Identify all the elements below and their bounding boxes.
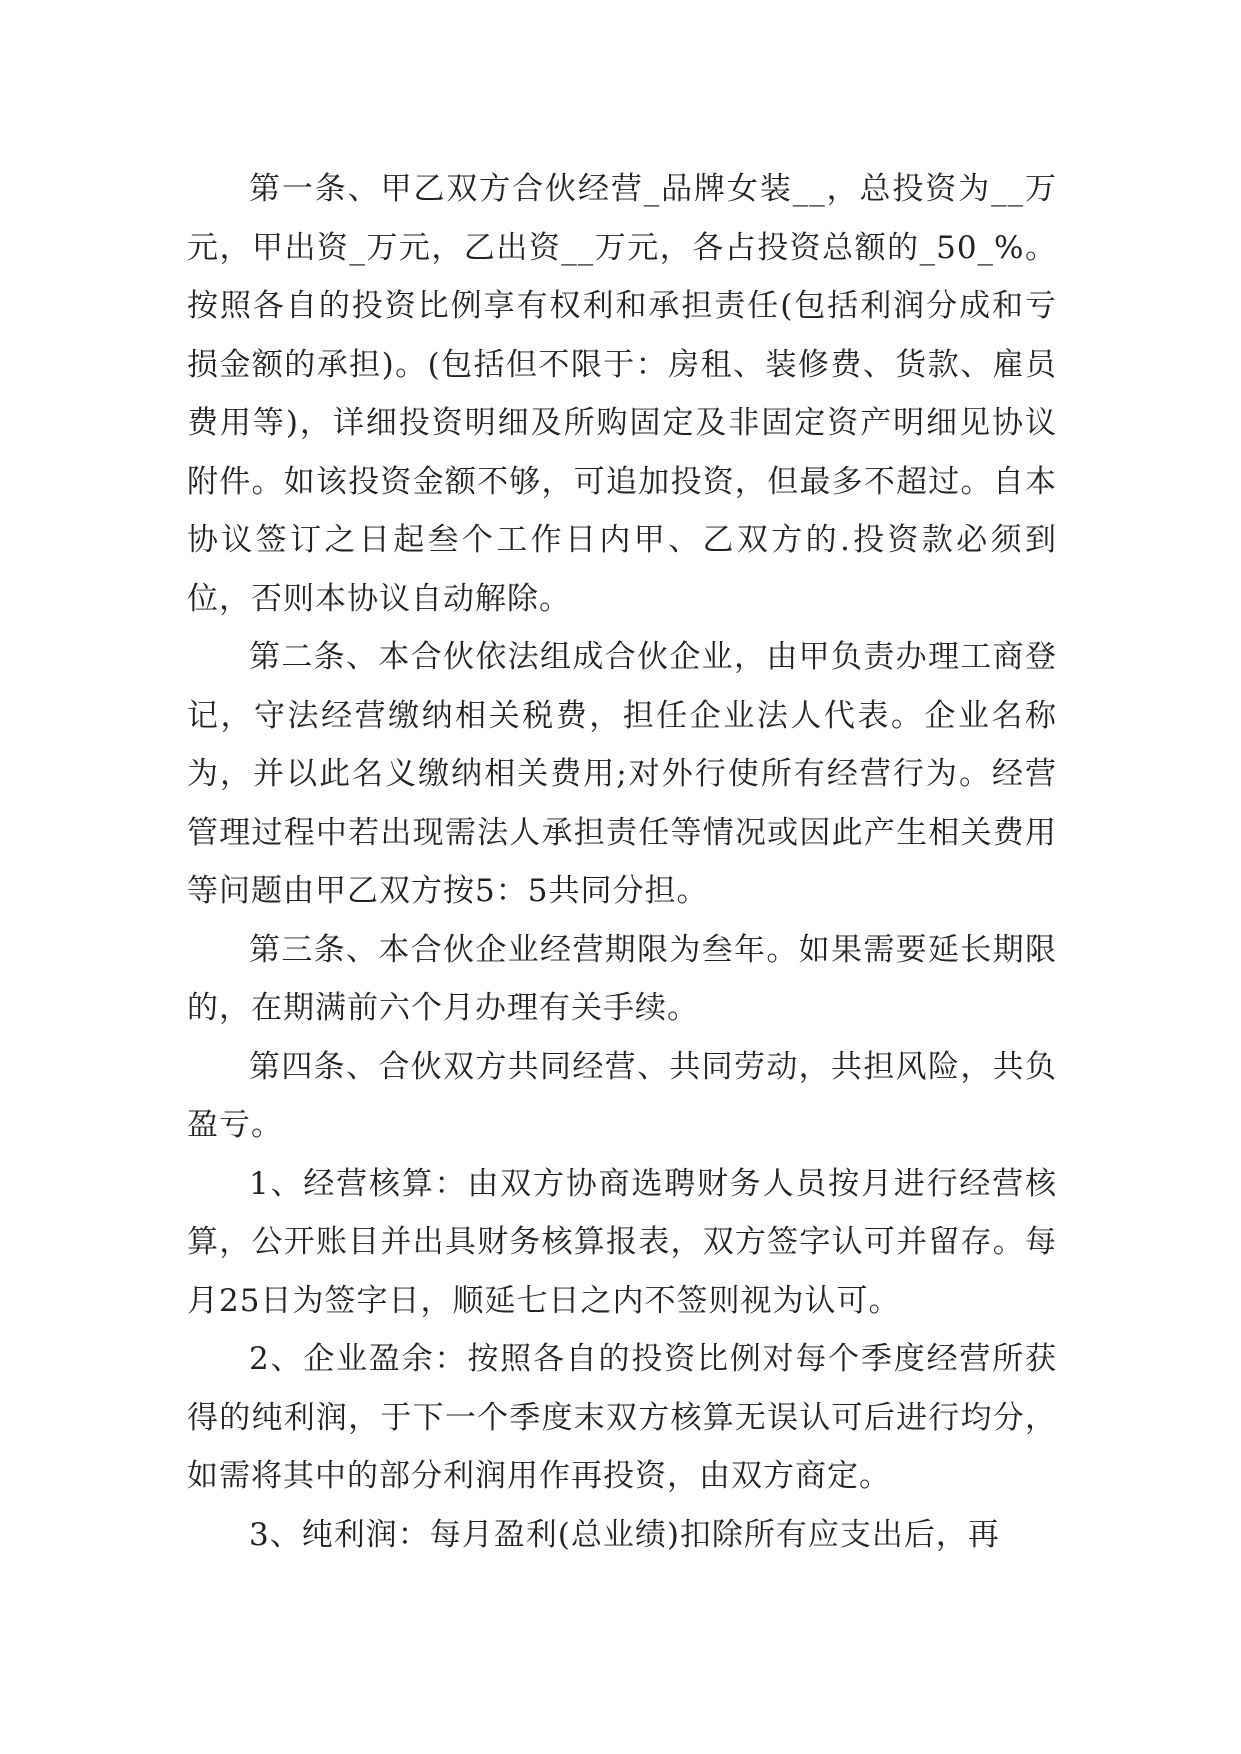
item-2-surplus-paragraph: 2、企业盈余：按照各自的投资比例对每个季度经营所获得的纯利润，于下一个季度末双方核算无误认可后进行均分，如需将其中的部分利润用作再投资，由双方商定。	[187, 1341, 1057, 1494]
item-1-accounting-paragraph: 1、经营核算：由双方协商选聘财务人员按月进行经营核算，公开账目并出具财务核算报表，双方签字认可并留存。每月25日为签字日，顺延七日之内不签则视为认可。	[187, 1165, 1057, 1319]
article-4-paragraph: 第四条、合伙双方共同经营、共同劳动，共担风险，共负盈亏。	[187, 1048, 1057, 1143]
document-body	[187, 160, 1057, 1564]
item-3-net-profit-paragraph: 3、纯利润：每月盈利(总业绩)扣除所有应支出后，再	[249, 1516, 1000, 1553]
article-1-paragraph: 第一条、甲乙双方合伙经营_品牌女装__，总投资为__万元，甲出资_万元，乙出资__万元，各占投资总额的_50_%。按照各自的投资比例享有权利和承担责任(包括利润分成和亏损金额的承担)。(包括但不限于：房租、装修费、货款、雇员费用等)，详细投资明细及所购固定及非固定资产明细见协议附件。如该投资金额不够，可追加投资，但最多不超过。自本协议签订之日起叁个工作日内甲、乙双方的.投资款必须到位，否则本协议自动解除。	[187, 171, 1057, 617]
article-2-paragraph: 第二条、本合伙依法组成合伙企业，由甲负责办理工商登记，守法经营缴纳相关税费，担任企业法人代表。企业名称为，并以此名义缴纳相关费用;对外行使所有经营行为。经营管理过程中若出现需法人承担责任等情况或因此产生相关费用等问题由甲乙双方按5：5共同分担。	[187, 639, 1057, 909]
article-3-paragraph: 第三条、本合伙企业经营期限为叁年。如果需要延长期限的，在期满前六个月办理有关手续。	[187, 931, 1057, 1026]
